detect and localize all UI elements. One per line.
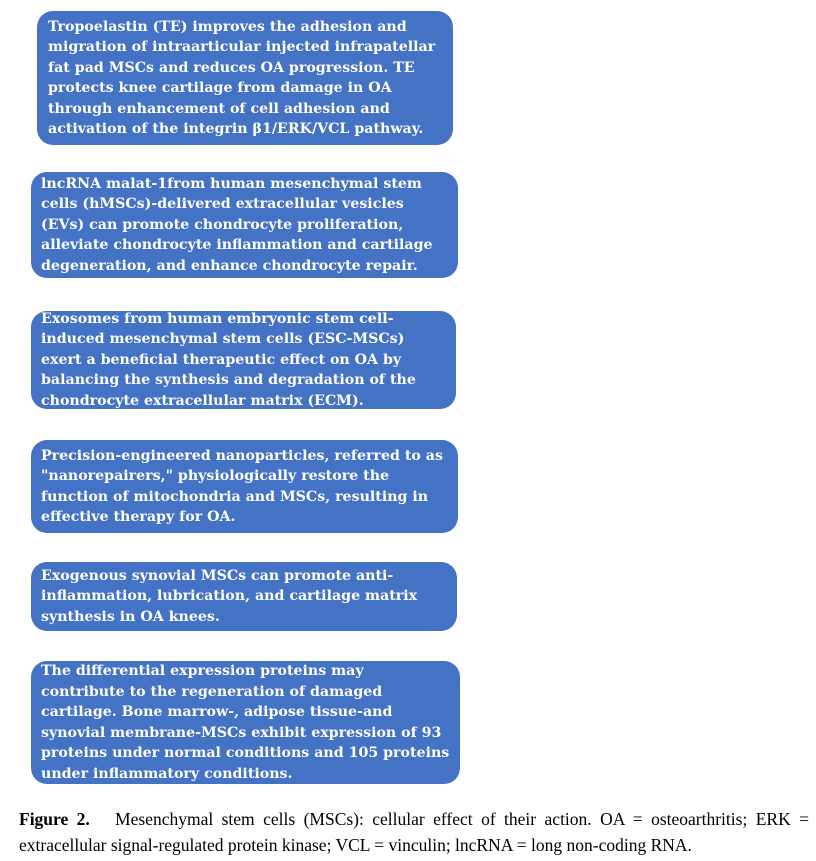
box-text: Tropoelastin (TE) improves the adhesion and migration of intraarticular injected infrapatellar fat pad MSCs and reduces OA progression. TE protects knee cartilage from damage in OA through enhancement of cell adhesion and activation of the integrin β1/ERK/VCL pathway.	[48, 18, 436, 137]
box-text: Exosomes from human embryonic stem cell-induced mesenchymal stem cells (ESC-MSCs) exert a beneficial therapeutic effect on OA by balancing the synthesis and degradation of the chondrocyte extracellular matrix (ECM).	[41, 310, 416, 409]
figure-caption-label: Figure 2.	[19, 809, 90, 829]
box-lncrna-malat1	[31, 172, 458, 278]
figure-caption	[19, 806, 809, 858]
box-tropoelastin	[37, 11, 453, 145]
figure-caption-text: Mesenchymal stem cells (MSCs): cellular effect of their action. OA = osteoarthritis; ERK = extracellular signal-regulated protein kinase; VCL = vinculin; lncRNA = long non-coding RNA.	[19, 809, 810, 855]
box-nanorepairers	[31, 440, 458, 533]
box-synovial-mscs	[31, 562, 457, 631]
box-text: The differential expression proteins may contribute to the regeneration of damaged cartilage. Bone marrow-, adipose tissue-and synovial membrane-MSCs exhibit expression of 93 proteins under normal conditions and 105 proteins under inflammatory conditions.	[41, 663, 450, 782]
box-exosomes-esc-mscs	[31, 311, 456, 409]
box-text: Exogenous synovial MSCs can promote anti-inflammation, lubrication, and cartilage matrix synthesis in OA knees.	[41, 567, 418, 625]
box-text: lncRNA malat-1from human mesenchymal stem cells (hMSCs)-delivered extracellular vesicles (EVs) can promote chondrocyte proliferation, alleviate chondrocyte inflammation and cartilage degeneration, and enhance chondrocyte repair.	[41, 175, 433, 274]
box-differential-proteins	[31, 661, 460, 784]
box-text: Precision-engineered nanoparticles, referred to as "nanorepairers," physiologically restore the function of mitochondria and MSCs, resulting in effective therapy for OA.	[41, 447, 443, 525]
